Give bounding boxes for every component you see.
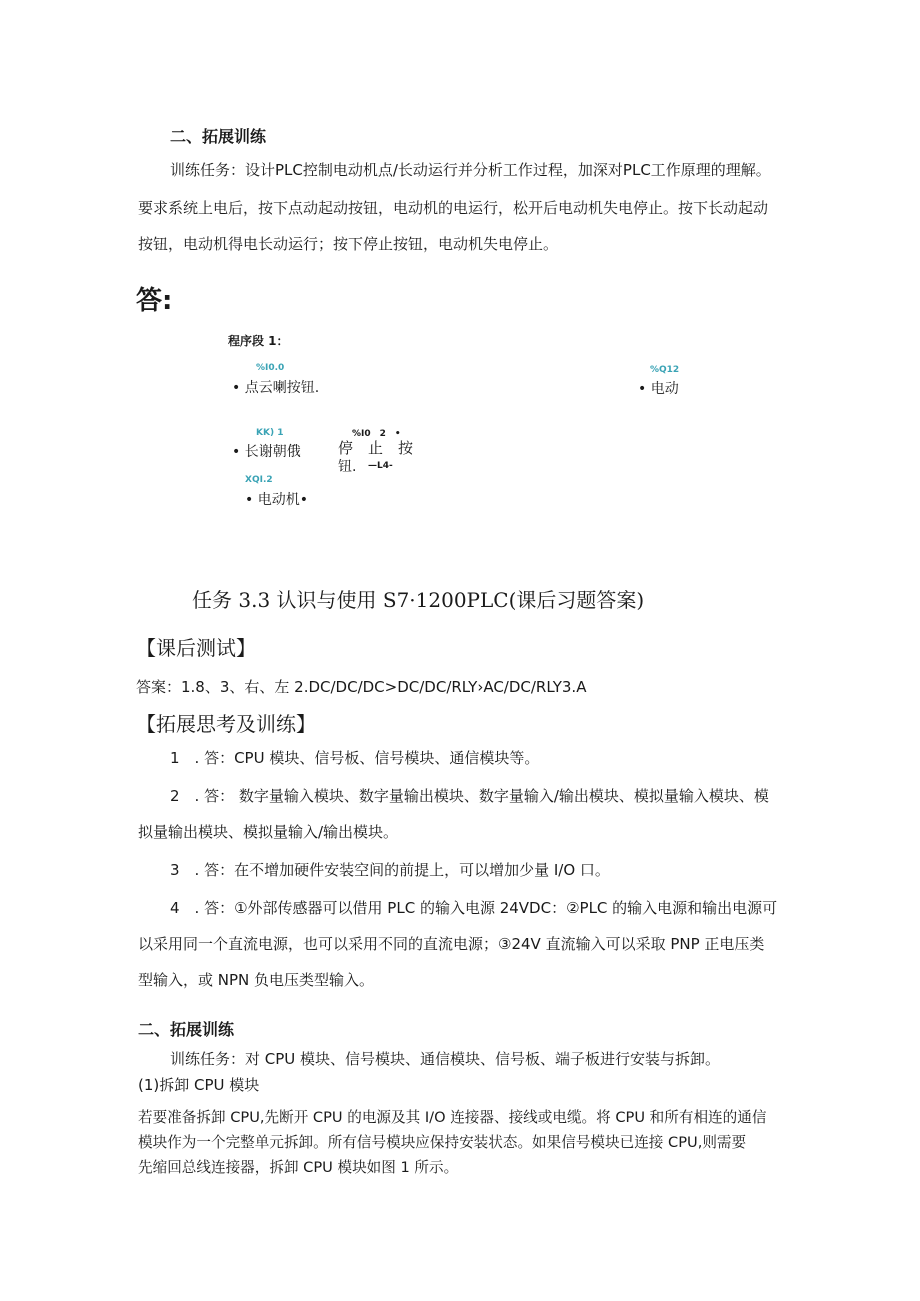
ladder-label1: • 点云喇按钮. [232, 380, 320, 396]
section2-paragraph-line2: 模块作为一个完整单元拆卸。所有信号模块应保持安装状态。如果信号模块已连接 CPU,则需要 [138, 1134, 747, 1151]
ladder-addr1: %I0.0 [256, 363, 285, 373]
section2-subheading: (1)拆卸 CPU 模块 [138, 1076, 260, 1094]
ladder-label3b: 钮. [338, 459, 357, 475]
ladder-addr-right: %Q12 [650, 365, 680, 375]
section1-task-line3: 按钮，电动机得电长动运行；按下停止按钮，电动机失电停止。 [138, 235, 559, 253]
task33-answer-4-line2: 以采用同一个直流电源，也可以采用不同的直流电源；③24V 直流输入可以采取 PNP 正电压类 [138, 935, 765, 953]
answer-label: 答: [136, 286, 173, 316]
task33-answer-3: 3 . 答：在不增加硬件安装空间的前提上，可以增加少量 I/O 口。 [170, 861, 610, 879]
task33-answer-2-line1: 2 . 答： 数字量输入模块、数字量输出模块、数字量输入/输出模块、模拟量输入模块、模 [170, 787, 769, 805]
ladder-label4: • 电动机• [245, 492, 308, 508]
task33-answer-2-line2: 拟量输出模块、模拟量输入/输出模块。 [138, 823, 399, 841]
ladder-label3a: 停 止 按 [338, 439, 414, 457]
ladder-label-right: • 电动 [638, 381, 679, 397]
section1-task-line1: 训练任务：设计PLC控制电动机点/长动运行并分析工作过程，加深对PLC工作原理的理解。 [170, 161, 771, 179]
ladder-addr3: %I0 2 • [352, 429, 401, 439]
section2-paragraph-line1: 若要准备拆卸 CPU,先断开 CPU 的电源及其 I/O 连接器、接线或电缆。将 CPU 和所有相连的通信 [138, 1109, 767, 1126]
ladder-label3c: —L4- [368, 461, 393, 471]
section1-task-line2: 要求系统上电后，按下点动起动按钮，电动机的电运行，松开后电动机失电停止。按下长动起动 [138, 199, 769, 217]
section2-heading: 二、拓展训练 [138, 1020, 235, 1039]
ladder-addr2: KK) 1 [256, 428, 284, 438]
task33-answer-4-line1: 4 . 答：①外部传感器可以借用 PLC 的输入电源 24VDC：②PLC 的输入电源和输出电源可 [170, 899, 778, 917]
task33-answer-4-line3: 型输入，或 NPN 负电压类型输入。 [138, 971, 375, 989]
ladder-label2: • 长谢朝俄 [232, 444, 301, 460]
task33-test-answer: 答案：1.8、3、右、左 2.DC/DC/DC>DC/DC/RLY›AC/DC/RLY3.A [136, 678, 587, 696]
task33-test-heading: 【课后测试】 [136, 636, 256, 660]
section2-task: 训练任务：对 CPU 模块、信号模块、通信模块、信号板、端子板进行安装与拆卸。 [170, 1050, 721, 1068]
task33-title: 任务 3.3 认识与使用 S7·1200PLC(课后习题答案) [192, 588, 645, 612]
section1-heading: 二、拓展训练 [170, 127, 267, 146]
ladder-segment-title: 程序段 1： [228, 334, 289, 348]
task33-think-heading: 【拓展思考及训练】 [136, 712, 316, 736]
section2-paragraph-line3: 先缩回总线连接器，拆卸 CPU 模块如图 1 所示。 [138, 1159, 459, 1176]
task33-answer-1: 1 . 答：CPU 模块、信号板、信号模块、通信模块等。 [170, 749, 540, 767]
ladder-addr4: XQI.2 [245, 475, 273, 485]
